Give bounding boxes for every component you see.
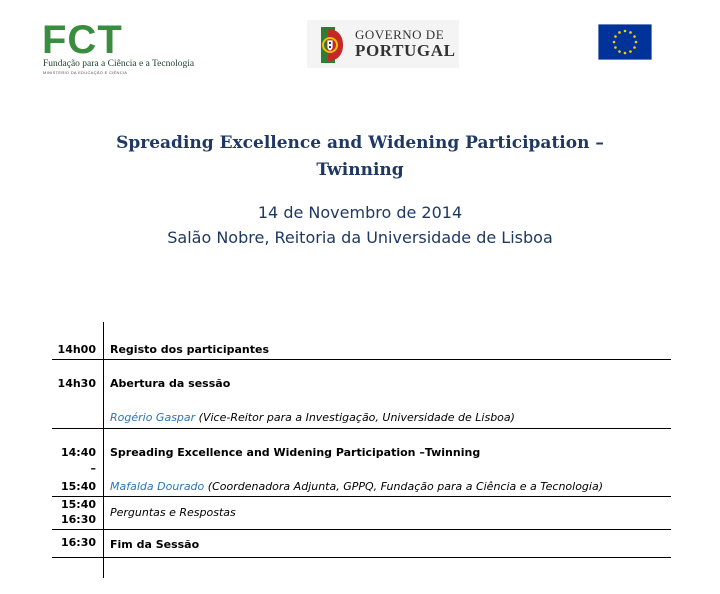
event-venue: Salão Nobre, Reitoria da Universidade de Lisboa [167,228,553,247]
eu-star-icon [618,50,621,53]
eu-star-icon [613,41,616,44]
row-4-activity: Perguntas e Respostas [110,506,236,519]
government-line2: PORTUGAL [355,41,456,60]
eu-star-icon [629,50,632,53]
row-5-activity: Fim da Sessão [110,538,200,551]
row-divider [52,428,671,429]
row-3-speaker-role: (Coordenadora Adjunta, GPPQ, Fundação para a Ciência e a Tecnologia) [204,480,603,493]
row-3-speaker: Mafalda Dourado [110,480,205,493]
row-2-time: 14h30 [57,377,96,390]
row-3-time-end: 15:40 [60,480,96,493]
row-4-time-end: 16:30 [60,513,96,526]
eu-star-icon [614,46,617,49]
government-line1: GOVERNO DE [355,27,445,42]
table-vertical-divider [103,322,104,578]
eu-star-icon [614,35,617,38]
eu-star-icon [624,30,627,33]
row-3-activity: Spreading Excellence and Widening Participation –Twinning [110,446,481,459]
eu-star-icon [629,31,632,34]
row-2-speaker: Rogério Gaspar [110,411,196,424]
row-5-time: 16:30 [60,536,96,549]
row-divider [52,359,671,360]
fct-ministry: MINISTÉRIO DA EDUCAÇÃO E CIÊNCIA [43,70,128,75]
eu-star-icon [633,35,636,38]
fct-subtitle: Fundação para a Ciência e a Tecnologia [43,59,195,69]
fct-wordmark: FCT [42,18,123,62]
fct-logo [42,18,222,75]
row-1-time: 14h00 [57,343,96,356]
event-date: 14 de Novembro de 2014 [257,203,463,222]
eu-star-icon [618,31,621,34]
row-2-speaker-line [110,411,515,425]
eu-star-icon [633,46,636,49]
row-3-time-sep: – [90,462,96,475]
row-divider [52,496,671,497]
row-divider [52,529,671,530]
eu-star-icon [635,41,638,44]
row-3-time-start: 14:40 [60,446,96,459]
eu-flag-icon [598,24,652,60]
government-logo [307,20,459,68]
row-divider [52,557,671,558]
row-3-speaker-line [110,480,603,494]
row-1-activity: Registo dos participantes [110,343,270,356]
event-title-line2: Twinning [316,160,404,180]
event-title-line1: Spreading Excellence and Widening Participation – [116,133,604,153]
row-2-activity: Abertura da sessão [110,377,231,390]
row-2-speaker-role: (Vice-Reitor para a Investigação, Universidade de Lisboa) [195,411,515,424]
row-4-time-start: 15:40 [60,498,96,511]
eu-star-icon [624,52,627,55]
portugal-emblem-icon [315,23,345,65]
